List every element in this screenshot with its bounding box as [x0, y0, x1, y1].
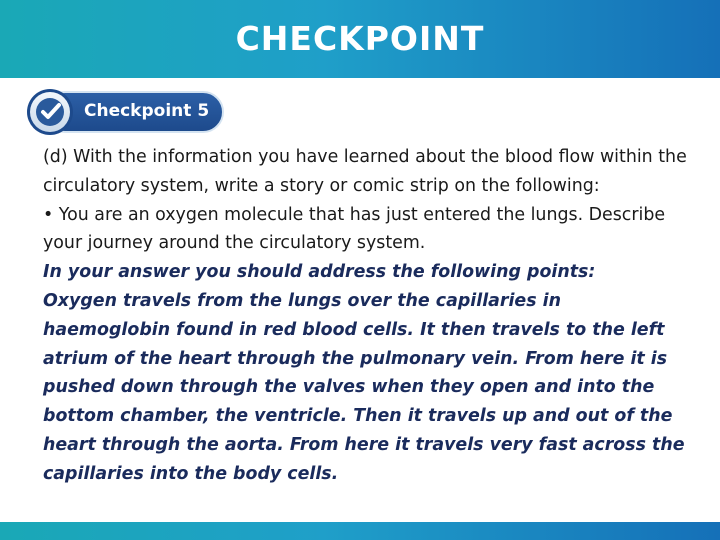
page-title: CHECKPOINT — [235, 19, 485, 58]
question-intro: (d) With the information you have learned about the blood flow within the circulatory system, write a story or comic strip on the following: — [43, 147, 687, 196]
check-circle-icon — [26, 88, 74, 136]
footer-band — [0, 522, 720, 540]
answer-heading: In your answer you should address the following points: — [43, 262, 596, 283]
question-content — [43, 143, 693, 489]
question-bullet: • You are an oxygen molecule that has just entered the lungs. Describe your journey around the circulatory system. — [43, 204, 666, 254]
checkpoint-badge — [26, 88, 226, 136]
checkpoint-badge-label: Checkpoint 5 — [84, 101, 210, 121]
answer-body: Oxygen travels from the lungs over the capillaries in haemoglobin found in red blood cells. It then travels to the left atrium of the heart through the pulmonary vein. From here it is pushed down through the valves when they open and into the bottom chamber, the ventricle. Then it travels up and out of the heart through the aorta. From here it travels very fast across the capillaries into the body cells. — [43, 290, 685, 484]
